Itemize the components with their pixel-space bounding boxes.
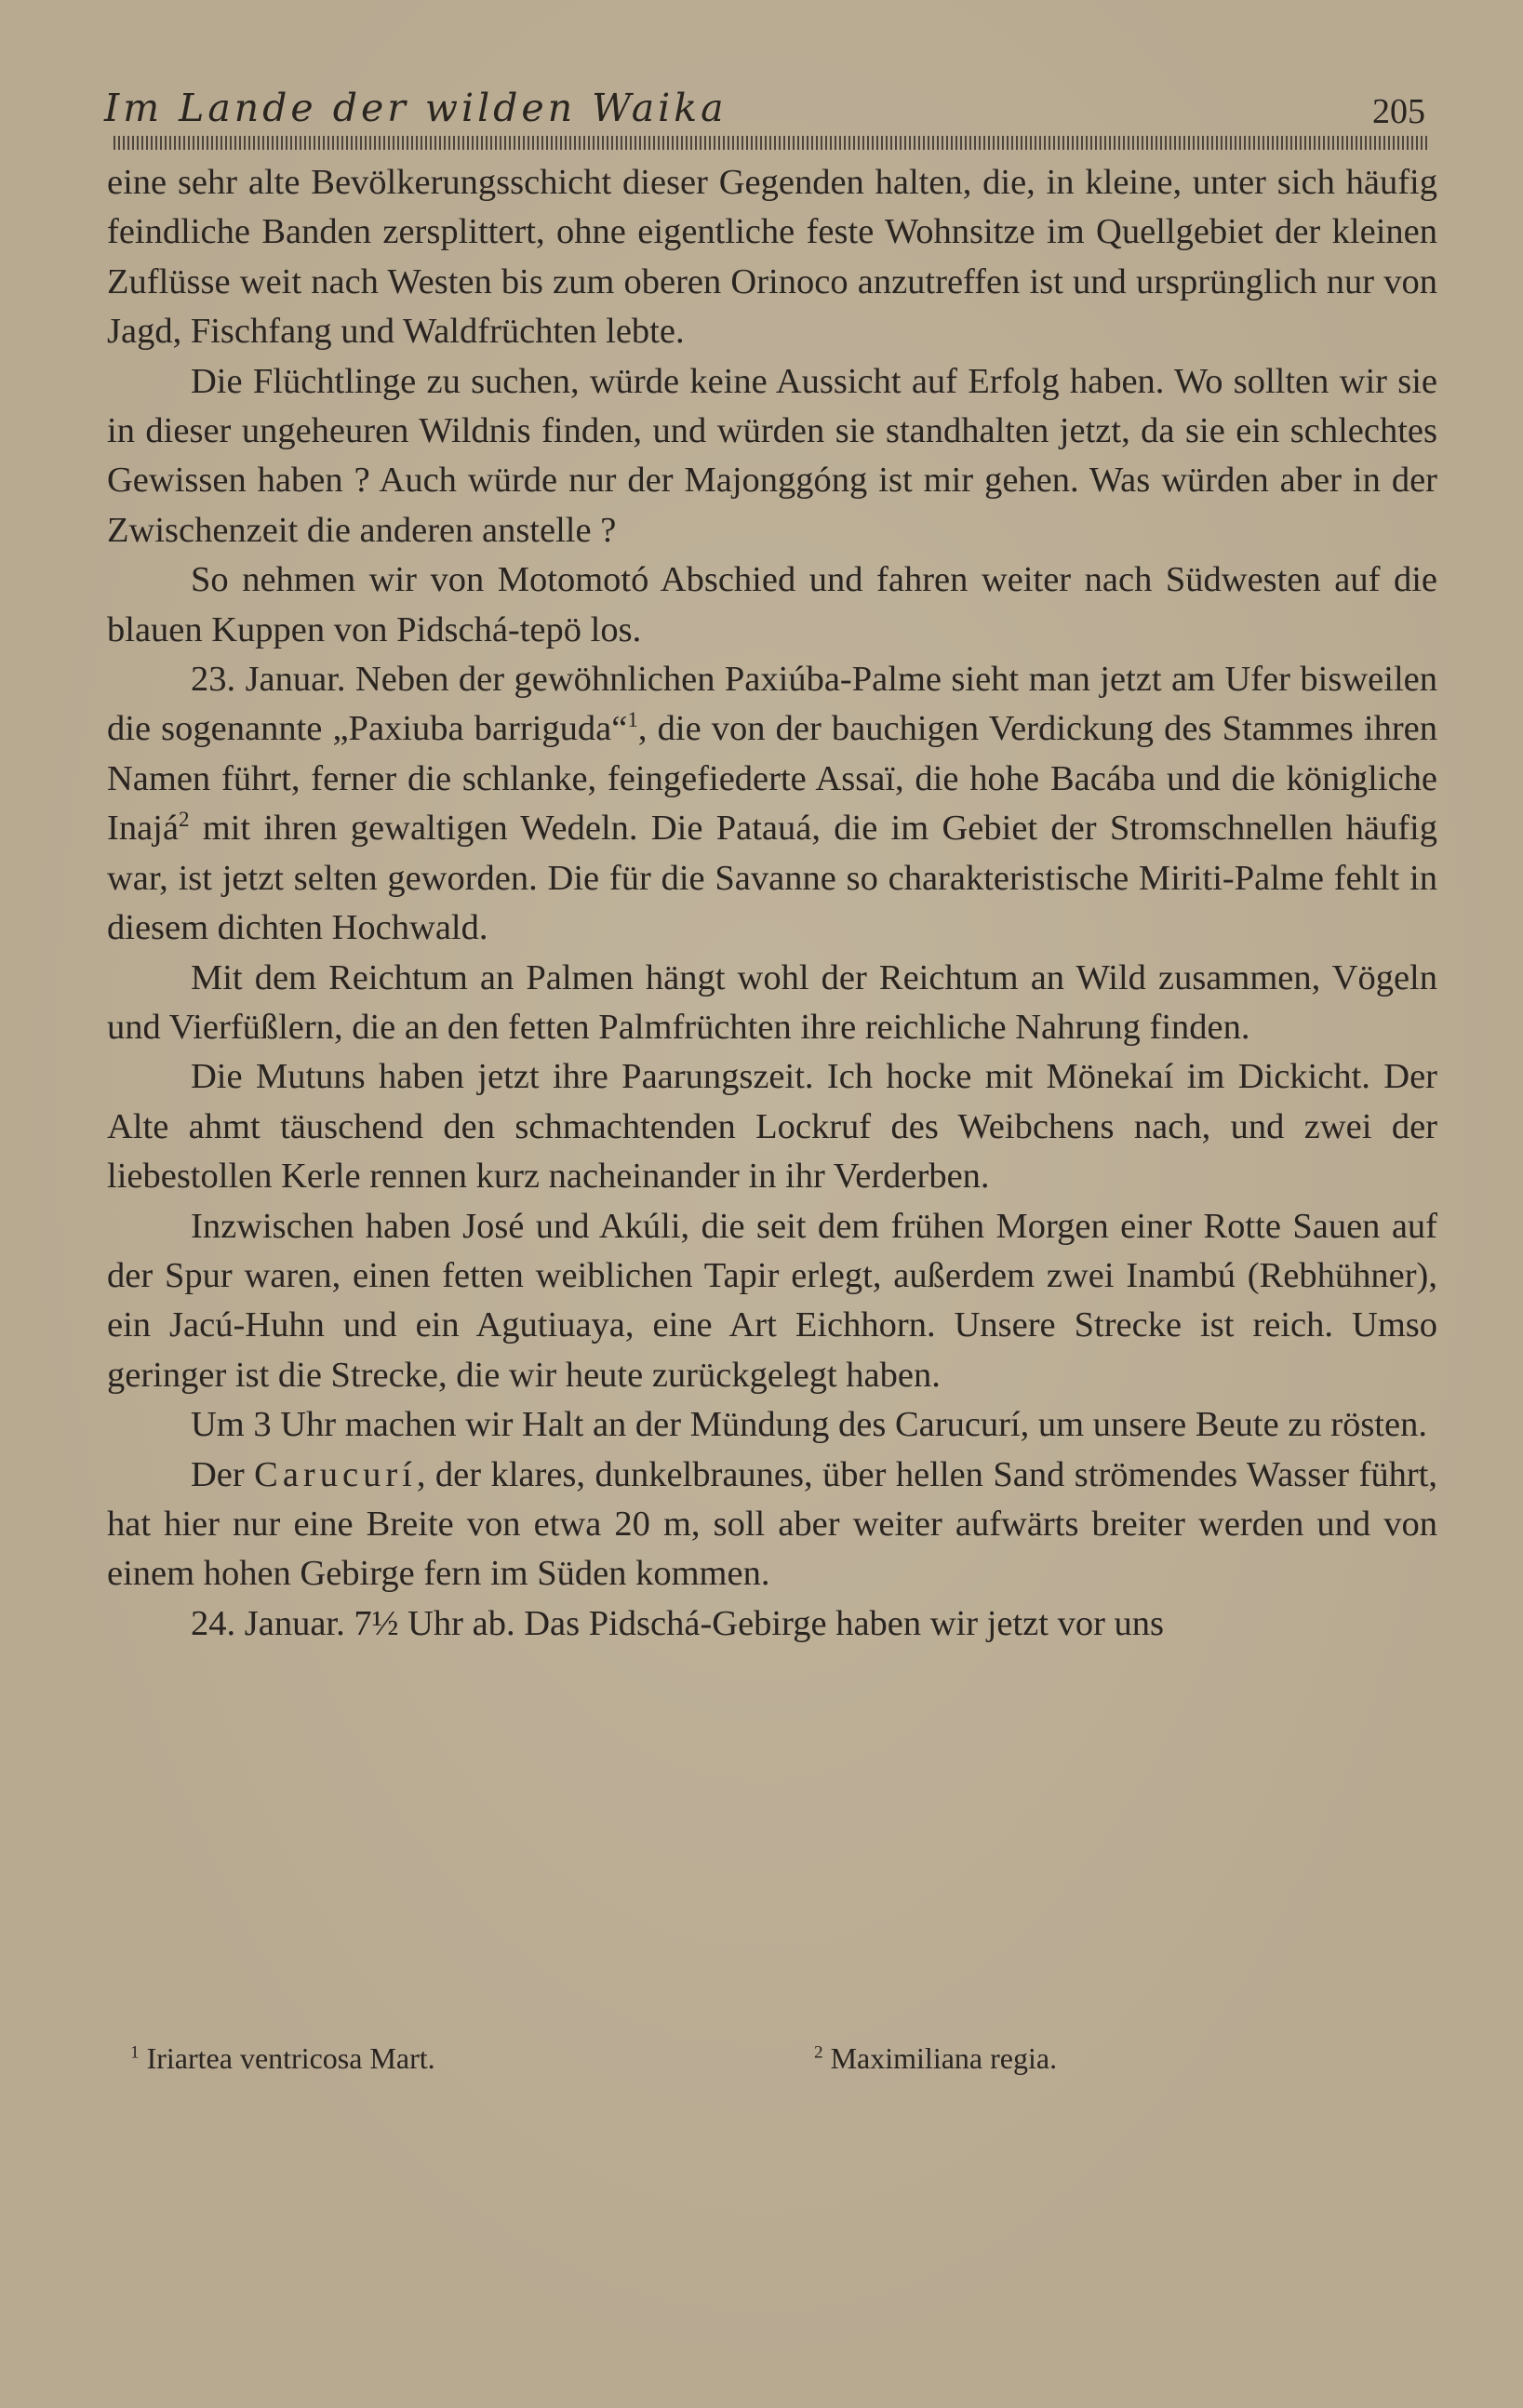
footnote-2-text: Maximiliana regia. — [830, 2041, 1058, 2075]
paragraph-4-part-2: , die von der bauchigen Verdickung des Stammes ihren Namen führt, ferner die schlanke, feingefiederte Assaï, die hohe Bacába und die königliche Inajá — [107, 709, 1437, 849]
footnote-2 — [814, 2041, 1057, 2076]
header-rule — [114, 136, 1427, 150]
footnotes — [130, 2041, 1433, 2088]
paragraph-9-part-2: , der klares, dunkelbraunes, über hellen Sand strömendes Wasser führt, hat hier nur eine Breite von etwa 20 m, soll aber weiter aufwärts breiter werden und von einem hohen Gebirge fern im Süden kommen. — [107, 1454, 1437, 1594]
footnote-1 — [130, 2041, 435, 2076]
footnote-ref-1: 1 — [627, 707, 638, 732]
footnote-1-text: Iriartea ventricosa Mart. — [146, 2041, 435, 2075]
paragraph-6: Die Mutuns haben jetzt ihre Paarungszeit. Ich hocke mit Mönekaí im Dickicht. Der Alte ahmt täuschend den schmachtenden Lockruf des Weibchens nach, und zwei der liebestollen Kerle rennen kurz nacheinander in ihr Verderben. — [107, 1057, 1437, 1197]
footnote-ref-2: 2 — [178, 807, 190, 832]
river-name-spaced: Carucurí — [254, 1454, 417, 1494]
paragraph-9 — [107, 1451, 1437, 1599]
footnote-1-mark: 1 — [130, 2042, 140, 2063]
paragraph-4-part-1: 23. Januar. Neben der gewöhnlichen Paxiúba-Palme sieht man jetzt am Ufer bisweilen die sogenannte „Paxiuba barriguda“ — [107, 660, 1437, 749]
paragraph-5: Mit dem Reichtum an Palmen hängt wohl der Reichtum an Wild zusammen, Vögeln und Vierfüßlern, die an den fetten Palmfrüchten ihre reichliche Nahrung finden. — [107, 957, 1437, 1047]
paragraph-9-part-1: Der — [191, 1454, 255, 1494]
paragraph-2: Die Flüchtlinge zu suchen, würde keine Aussicht auf Erfolg haben. Wo sollten wir sie in dieser ungeheuren Wildnis finden, und würden sie standhalten jetzt, da sie ein schlechtes Gewissen haben ? Auch würde nur der Majonggóng ist mir gehen. Was würden aber in der Zwischenzeit die anderen anstelle ? — [107, 361, 1437, 550]
body-text — [107, 158, 1437, 1649]
page-number: 205 — [1372, 92, 1425, 131]
paragraph-8: Um 3 Uhr machen wir Halt an der Mündung des Carucurí, um unsere Beute zu rösten. — [191, 1405, 1427, 1445]
paragraph-4-part-3: mit ihren gewaltigen Wedeln. Die Patauá, die im Gebiet der Stromschnellen häufig war, ist jetzt selten geworden. Die für die Savanne so charakteristische Miriti-Palme fehlt in diesem dichten Hochwald. — [107, 809, 1437, 948]
running-title: Im Lande der wilden Waika — [104, 86, 728, 130]
paragraph-7: Inzwischen haben José und Akúli, die seit dem frühen Morgen einer Rotte Sauen auf der Spur waren, einen fetten weiblichen Tapir erlegt, außerdem zwei Inambú (Rebhühner), ein Jacú-Huhn und ein Agutiuaya, eine Art Eichhorn. Unsere Strecke ist reich. Umso geringer ist die Strecke, die wir heute zurückgelegt haben. — [107, 1206, 1437, 1395]
paragraph-10: 24. Januar. 7½ Uhr ab. Das Pidschá-Gebirge haben wir jetzt vor uns — [191, 1603, 1165, 1643]
paragraph-3: So nehmen wir von Motomotó Abschied und fahren weiter nach Südwesten auf die blauen Kuppen von Pidschá-tepö los. — [107, 560, 1437, 649]
paragraph-1: eine sehr alte Bevölkerungsschicht dieser Gegenden halten, die, in kleine, unter sich häufig feindliche Banden zersplittert, ohne eigentliche feste Wohnsitze im Quellgebiet der kleinen Zuflüsse weit nach Westen bis zum oberen Orinoco anzutreffen ist und ursprünglich nur von Jagd, Fischfang und Waldfrüchten lebte. — [107, 163, 1437, 352]
paragraph-4 — [107, 655, 1437, 953]
page-header — [104, 86, 1425, 140]
footnote-2-mark: 2 — [814, 2042, 823, 2063]
